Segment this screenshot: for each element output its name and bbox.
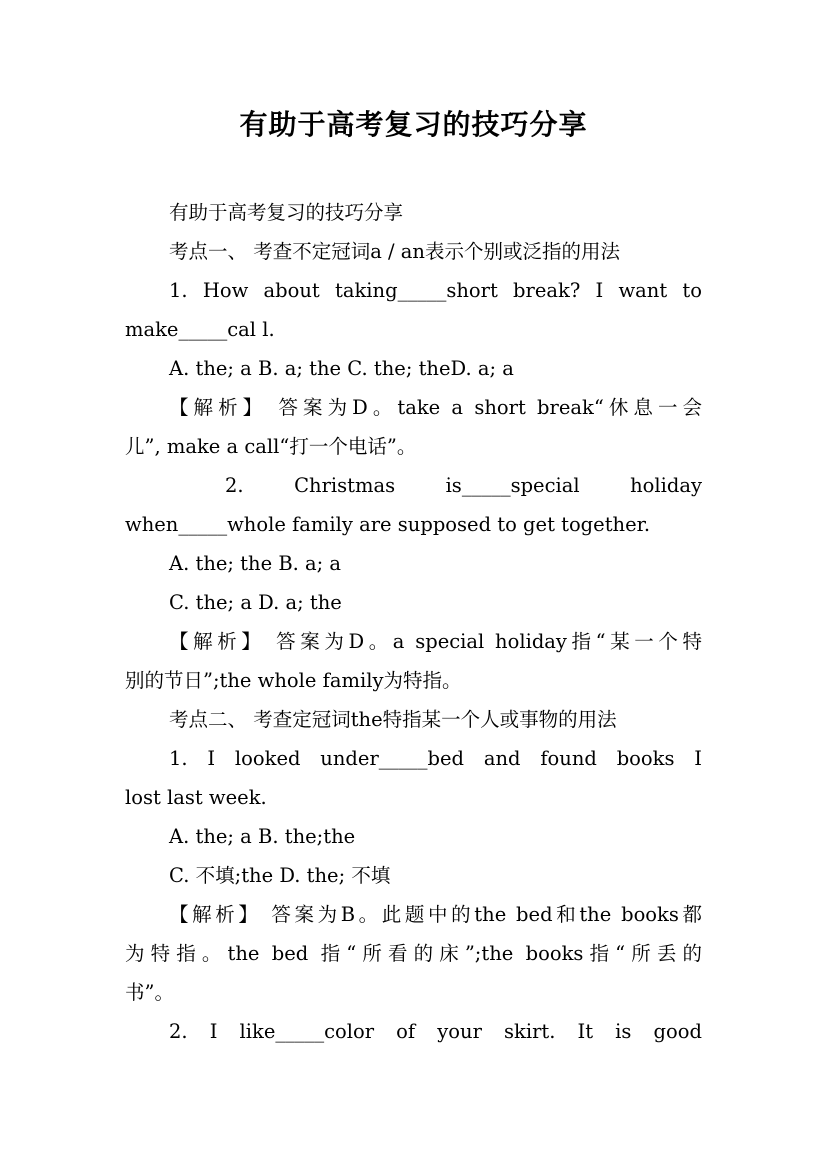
question-4-line-1: 2. I like_____color of your skirt. It is good: [169, 1020, 702, 1043]
document-title: 有助于高考复习的技巧分享: [239, 108, 588, 141]
analysis-1-line-2: 儿”, make a call“打一个电话”。: [125, 435, 417, 458]
analysis-3-line-3: 书”。: [125, 981, 174, 1004]
question-3-line-1: 1. I looked under_____bed and found books I: [169, 747, 702, 770]
section-heading-2: 考点二、 考查定冠词the特指某一个人或事物的用法: [169, 708, 617, 731]
analysis-2-line-1: 【解析】 答案为D。a special holiday指“某一个特: [169, 630, 702, 653]
section-heading-1: 考点一、 考查不定冠词a / an表示个别或泛指的用法: [169, 240, 620, 263]
question-3-line-2: lost last week.: [125, 786, 267, 809]
question-3-options-1: A. the; a B. the;the: [169, 825, 356, 848]
question-3-options-2: C. 不填;the D. the; 不填: [169, 864, 391, 887]
question-2-options-1: A. the; the B. a; a: [169, 552, 342, 575]
analysis-3-line-2: 为特指。the bed 指“所看的床”;the books指“所丢的: [125, 942, 702, 965]
question-2-line-1: 2. Christmas is_____special holiday: [225, 474, 702, 497]
analysis-3-line-1: 【解析】 答案为B。此题中的the bed和the books都: [169, 903, 702, 926]
analysis-1-line-1: 【解析】 答案为D。take a short break“休息一会: [169, 396, 702, 419]
document-body: [125, 193, 702, 1051]
intro-line: 有助于高考复习的技巧分享: [169, 201, 404, 224]
question-1-line-1: 1. How about taking_____short break? I want to: [169, 279, 702, 302]
analysis-2-line-2: 别的节日”;the whole family为特指。: [125, 669, 462, 692]
question-2-options-2: C. the; a D. a; the: [169, 591, 342, 614]
question-2-line-2: when_____whole family are supposed to get together.: [125, 513, 651, 536]
question-1-line-2: make_____cal l.: [125, 318, 275, 341]
question-1-options: A. the; a B. a; the C. the; theD. a; a: [169, 357, 514, 380]
